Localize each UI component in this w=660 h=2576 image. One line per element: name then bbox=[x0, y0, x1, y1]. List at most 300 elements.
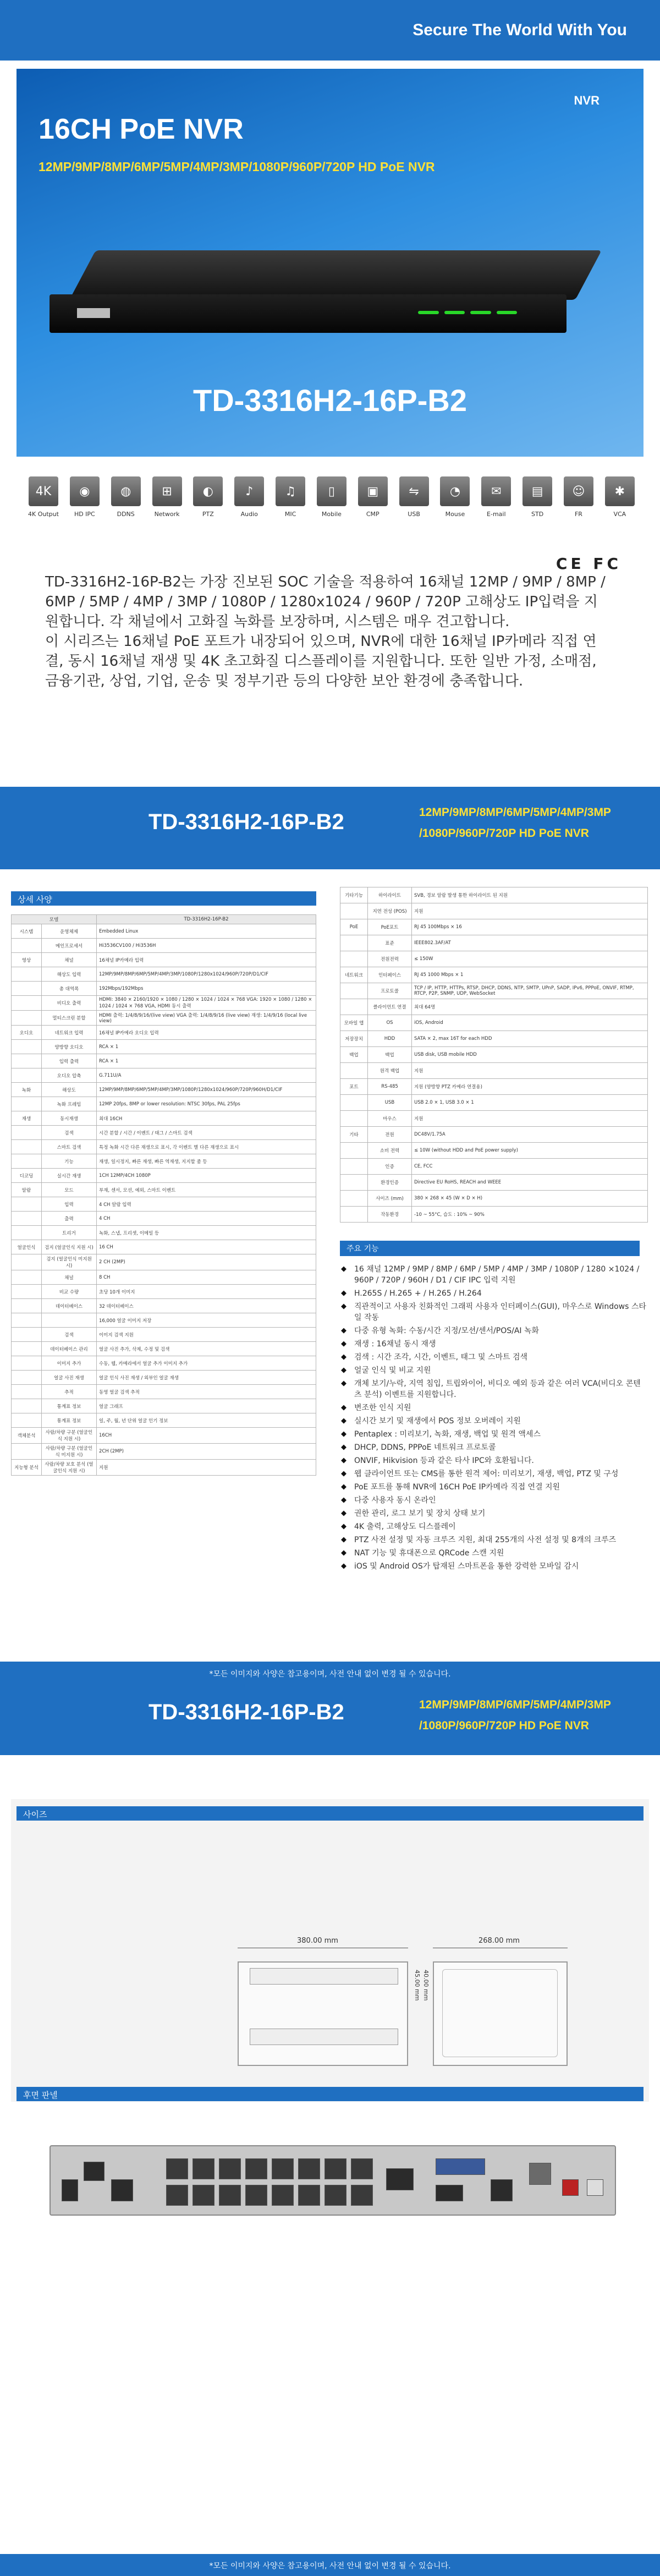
feature-icon-item bbox=[315, 476, 349, 518]
spec-row bbox=[12, 1342, 316, 1356]
spec-item: 해상도 bbox=[42, 1083, 97, 1097]
spec-item: 트리거 bbox=[42, 1226, 97, 1240]
spec-row bbox=[12, 1428, 316, 1444]
spec-category bbox=[340, 903, 368, 919]
banner-model: TD-3316H2-16P-B2 bbox=[148, 810, 344, 834]
spec-row bbox=[12, 1254, 316, 1270]
status-leds bbox=[418, 311, 517, 314]
spec-item: 동시재생 bbox=[42, 1111, 97, 1126]
rear-port bbox=[111, 2179, 133, 2201]
feature-item: ◆ 직관적이고 사용자 친화적인 그래픽 사용자 인터페이스(GUI), 마우스로 Windows 스타일 작동 bbox=[340, 1301, 648, 1323]
spec-category bbox=[340, 983, 368, 999]
spec-category bbox=[340, 1063, 368, 1079]
spec-category: 백업 bbox=[340, 1047, 368, 1063]
banner-res-line: 12MP/9MP/8MP/6MP/5MP/4MP/3MP bbox=[419, 806, 611, 819]
feature-icon-item bbox=[191, 476, 225, 518]
spec-value: ≤ 10W (without HDD and PoE power supply) bbox=[412, 1143, 648, 1159]
spec-category bbox=[340, 1111, 368, 1127]
rear-port bbox=[298, 2158, 320, 2179]
spec-row bbox=[340, 1207, 648, 1223]
spec-item: 백업 bbox=[368, 1047, 412, 1063]
feature-icon-item bbox=[562, 476, 596, 518]
spec-value: ≤ 150W bbox=[412, 951, 648, 967]
feature-item: ◆ 실시간 보기 및 재생에서 POS 정보 오버레이 지원 bbox=[340, 1416, 648, 1427]
spec-item: HDD bbox=[368, 1031, 412, 1047]
spec-item: 전원전력 bbox=[368, 951, 412, 967]
spec-row bbox=[12, 1183, 316, 1197]
spec-category bbox=[12, 1444, 42, 1460]
feature-item: ◆ 웹 클라이언트 또는 CMS를 통한 원격 제어: 미리보기, 재생, 백업, PTZ 및 구성 bbox=[340, 1468, 648, 1479]
spec-item: 소비 전력 bbox=[368, 1143, 412, 1159]
spec-value: 16채널 IP카메라 오디오 입력 bbox=[97, 1026, 316, 1040]
spec-item: 환경인증 bbox=[368, 1175, 412, 1191]
spec-row bbox=[12, 1356, 316, 1371]
spec-category bbox=[12, 1270, 42, 1285]
spec-category bbox=[12, 982, 42, 996]
spec-value: SVB, 경보 알람 발생 통한 하이라이트 된 지원 bbox=[412, 887, 648, 903]
spec-category: 알람 bbox=[12, 1183, 42, 1197]
spec-item: 클라이언트 연결 bbox=[368, 999, 412, 1015]
spec-item: 녹화 프레임 bbox=[42, 1097, 97, 1111]
spec-item: 원격 백업 bbox=[368, 1063, 412, 1079]
spec-row bbox=[340, 1159, 648, 1175]
spec-row bbox=[340, 1111, 648, 1127]
intro-paragraph: TD-3316H2-16P-B2는 가장 진보된 SOC 기술을 적용하여 16채널 12MP / 9MP / 8MP / 6MP / 5MP / 4MP / 3MP / 1080P / 1280x1024 / 960P / 720P 고해상도 IP입력을 지원합니다. 각 채널에서 고화질 녹화를 보장하며, 시스템은 매우 견고합니다. bbox=[45, 574, 606, 630]
spec-value: G.711U/A bbox=[97, 1068, 316, 1083]
spec-category: 영상 bbox=[12, 953, 42, 967]
camera-icon: ◉ bbox=[70, 476, 100, 506]
spec-item: 채널 bbox=[42, 953, 97, 967]
spec-category bbox=[12, 1385, 42, 1399]
spec-category bbox=[12, 1299, 42, 1313]
spec-item: 검지 (얼굴인식 미지원 시) bbox=[42, 1254, 97, 1270]
spec-value: 12MP/9MP/8MP/6MP/5MP/4MP/3MP/1080P/1280x1024/960P/720P/960H/D1/CIF bbox=[97, 1083, 316, 1097]
feature-icon-label: HD IPC bbox=[74, 511, 95, 518]
spec-row bbox=[340, 935, 648, 951]
bottom-banner bbox=[0, 2554, 660, 2576]
spec-category: 녹화 bbox=[12, 1083, 42, 1097]
vca-icon: ✱ bbox=[605, 476, 635, 506]
spec-row bbox=[340, 1015, 648, 1031]
spec-category bbox=[12, 1140, 42, 1154]
feature-list bbox=[340, 1264, 648, 1572]
spec-row bbox=[12, 939, 316, 953]
mobile-icon: ▯ bbox=[317, 476, 346, 506]
brand-logo bbox=[77, 308, 110, 318]
spec-row bbox=[12, 1154, 316, 1169]
banner-model: TD-3316H2-16P-B2 bbox=[148, 1700, 344, 1724]
spec-table-left bbox=[11, 914, 316, 1476]
spec-category bbox=[12, 1371, 42, 1385]
spec-row bbox=[340, 1063, 648, 1079]
feature-icon-row bbox=[26, 476, 637, 518]
spec-row bbox=[12, 1169, 316, 1183]
feature-icon-item bbox=[26, 476, 61, 518]
rear-port bbox=[245, 2158, 267, 2179]
spec-item: 인증 bbox=[368, 1159, 412, 1175]
spec-item: 데이터베이스 관리 bbox=[42, 1342, 97, 1356]
spec-value: 수동, 웹, 카메라에서 얼굴 추가 이미지 추가 bbox=[97, 1356, 316, 1371]
spec-category bbox=[340, 935, 368, 951]
rear-port bbox=[436, 2185, 463, 2201]
spec-value: RJ 45 1000 Mbps × 1 bbox=[412, 967, 648, 983]
std-icon: ▤ bbox=[522, 476, 552, 506]
spec-row bbox=[12, 1011, 316, 1026]
rear-port bbox=[272, 2158, 294, 2179]
spec-category bbox=[340, 951, 368, 967]
spec-value: 재생, 일시정지, 빠른 재생, 빠른 역재생, 지지할 줌 등 bbox=[97, 1154, 316, 1169]
spec-row bbox=[340, 1031, 648, 1047]
rear-port bbox=[491, 2179, 513, 2201]
spec-header-label: 모델 bbox=[12, 915, 97, 924]
spec-value: 지원 bbox=[412, 1111, 648, 1127]
spec-value: 녹화, 스냅, 프리셋, 이메일 등 bbox=[97, 1226, 316, 1240]
feature-icon-item bbox=[150, 476, 184, 518]
features-title: 주요 기능 bbox=[340, 1241, 640, 1256]
rear-title: 후면 판넬 bbox=[16, 2087, 644, 2101]
intro-paragraph: 이 시리즈는 16채널 PoE 포트가 내장되어 있으며, NVR에 대한 16채널 IP카메라 직접 연결, 동시 16채널 재생 및 4K 초고화질 디스플레이를 지원합니다. 또한 일반 가정, 소매점, 금융기관, 상업, 기업, 운송 및 정부기관 등의 다양한 보안 환경에 충족합니다. bbox=[45, 633, 597, 689]
feature-icon-label: E-mail bbox=[487, 511, 506, 518]
spec-value: TCP / IP, HTTP, HTTPs, RTSP, DHCP, DDNS, NTP, SMTP, UPnP, SADP, IPv6, PPPoE, ONVIF, RTMP, RTCP, P2P, SNMP, UDP, WebSocket bbox=[412, 983, 648, 999]
spec-category bbox=[12, 1226, 42, 1240]
feature-icon-item bbox=[520, 476, 554, 518]
feature-icon-item bbox=[109, 476, 143, 518]
spec-category bbox=[12, 1285, 42, 1299]
spec-row bbox=[12, 1385, 316, 1399]
spec-item: 전원 bbox=[368, 1127, 412, 1143]
spec-item: 데이터베이스 bbox=[42, 1299, 97, 1313]
spec-value: RJ 45 100Mbps × 16 bbox=[412, 919, 648, 935]
feature-icon-label: MIC bbox=[284, 511, 296, 518]
spec-table-right bbox=[340, 887, 648, 1223]
rear-port bbox=[219, 2158, 241, 2179]
spec-value: 일, 주, 월, 년 단위 얼굴 인기 정보 bbox=[97, 1413, 316, 1428]
spec-item: 사람/차량 구분 (얼굴인식 미지원 시) bbox=[42, 1444, 97, 1460]
spec-value: 2CH (2MP) bbox=[97, 1444, 316, 1460]
banner-resolutions bbox=[419, 802, 628, 844]
spec-value: 특정 녹화 시간 다른 재생으로 표시, 각 이벤트 별 다른 재생으로 표시 bbox=[97, 1140, 316, 1154]
spec-value: 4 CH bbox=[97, 1212, 316, 1226]
ptz-icon: ◐ bbox=[193, 476, 223, 506]
feature-item: ◆ H.265S / H.265 + / H.265 / H.264 bbox=[340, 1288, 648, 1299]
spec-item: 추적 bbox=[42, 1385, 97, 1399]
spec-item: 검지 (얼굴인식 지원 시) bbox=[42, 1240, 97, 1254]
spec-value: 얼굴 인식 사진 재생 / 외부인 얼굴 재생 bbox=[97, 1371, 316, 1385]
hero-title: 16CH PoE NVR bbox=[38, 113, 244, 145]
email-icon: ✉ bbox=[481, 476, 511, 506]
spec-row bbox=[12, 1026, 316, 1040]
spec-item: 이미지 추가 bbox=[42, 1356, 97, 1371]
spec-row bbox=[340, 919, 648, 935]
spec-category: 포트 bbox=[340, 1079, 368, 1095]
spec-row bbox=[12, 1240, 316, 1254]
spec-category bbox=[12, 1254, 42, 1270]
feature-item: ◆ 4K 출력, 고해상도 디스플레이 bbox=[340, 1521, 648, 1532]
spec-row bbox=[12, 1444, 316, 1460]
feature-icon-item bbox=[273, 476, 307, 518]
spec-value: 지원 bbox=[412, 903, 648, 919]
spec-title: 상세 사양 bbox=[11, 891, 316, 906]
nvr-front-drawing bbox=[238, 1961, 408, 2066]
spec-row bbox=[340, 983, 648, 999]
spec-value: 지원 (양방향 PTZ 카메라 연결용) bbox=[412, 1079, 648, 1095]
spec-category bbox=[12, 1399, 42, 1413]
rear-port bbox=[351, 2185, 373, 2206]
spec-value: Embedded Linux bbox=[97, 924, 316, 939]
spec-row bbox=[340, 903, 648, 919]
spec-category bbox=[12, 1154, 42, 1169]
spec-row bbox=[340, 999, 648, 1015]
spec-value: 동영 얼굴 검색 추적 bbox=[97, 1385, 316, 1399]
feature-icon-label: Network bbox=[154, 511, 180, 518]
spec-value: DC48V/1.75A bbox=[412, 1127, 648, 1143]
spec-row bbox=[12, 1111, 316, 1126]
feature-icon-label: Mobile bbox=[321, 511, 342, 518]
spec-item: 검색 bbox=[42, 1126, 97, 1140]
spec-item: RS-485 bbox=[368, 1079, 412, 1095]
spec-category bbox=[340, 1095, 368, 1111]
spec-row bbox=[12, 1285, 316, 1299]
spec-value: 4 CH 알람 입력 bbox=[97, 1197, 316, 1212]
feature-item: ◆ PTZ 사전 설정 및 자동 크루즈 지원, 최대 255개의 사전 설정 및 8개의 크루즈 bbox=[340, 1534, 648, 1545]
mouse-icon: ◔ bbox=[440, 476, 470, 506]
spec-item: 기능 bbox=[42, 1154, 97, 1169]
spec-value: 16,000 얼굴 이미지 저장 bbox=[97, 1313, 316, 1328]
spec-value: 초당 10개 이미지 bbox=[97, 1285, 316, 1299]
rear-port bbox=[386, 2168, 414, 2190]
feature-icon-item bbox=[232, 476, 266, 518]
spec-item: 마우스 bbox=[368, 1111, 412, 1127]
spec-row bbox=[12, 1212, 316, 1226]
4k-icon: 4K bbox=[29, 476, 58, 506]
network-icon: ⊞ bbox=[152, 476, 182, 506]
hero-banner bbox=[16, 69, 644, 457]
spec-item: 출력 bbox=[42, 1212, 97, 1226]
spec-value: 380 × 268 × 45 (W × D × H) bbox=[412, 1191, 648, 1207]
spec-value: 8 CH bbox=[97, 1270, 316, 1285]
spec-item: 모드 bbox=[42, 1183, 97, 1197]
model-banner bbox=[0, 787, 660, 869]
rear-port bbox=[324, 2185, 346, 2206]
feature-item: ◆ DHCP, DDNS, PPPoE 네트워크 프로토콜 bbox=[340, 1442, 648, 1453]
spec-row bbox=[12, 1460, 316, 1476]
spec-value: 12MP 20fps, 8MP or lower resolution: NTSC 30fps, PAL 25fps bbox=[97, 1097, 316, 1111]
spec-value: Hi3536CV100 / Hi3536H bbox=[97, 939, 316, 953]
spec-value: SATA × 2, max 16T for each HDD bbox=[412, 1031, 648, 1047]
feature-icon-label: STD bbox=[531, 511, 544, 518]
spec-category: 저장장치 bbox=[340, 1031, 368, 1047]
spec-value: 2 CH (2MP) bbox=[97, 1254, 316, 1270]
rear-port bbox=[62, 2179, 78, 2201]
spec-category: 기타 bbox=[340, 1127, 368, 1143]
spec-category: 오디오 bbox=[12, 1026, 42, 1040]
spec-item: 메인프로세서 bbox=[42, 939, 97, 953]
certification-marks: CE FC bbox=[556, 555, 622, 573]
audio-icon: ♪ bbox=[234, 476, 264, 506]
spec-category bbox=[12, 1068, 42, 1083]
spec-row bbox=[12, 996, 316, 1011]
hero-tag: NVR bbox=[574, 94, 600, 107]
spec-category: 시스템 bbox=[12, 924, 42, 939]
spec-category bbox=[12, 939, 42, 953]
feature-icon-label: PTZ bbox=[202, 511, 214, 518]
spec-value: USB 2.0 × 1, USB 3.0 × 1 bbox=[412, 1095, 648, 1111]
feature-icon-label: CMP bbox=[366, 511, 380, 518]
spec-value: 부재, 센서, 모션, 예외, 스마트 이벤트 bbox=[97, 1183, 316, 1197]
spec-value: 192Mbps/192Mbps bbox=[97, 982, 316, 996]
spec-category bbox=[12, 1313, 42, 1328]
spec-item: 양방향 오디오 bbox=[42, 1040, 97, 1054]
spec-row bbox=[340, 1047, 648, 1063]
spec-value: iOS, Android bbox=[412, 1015, 648, 1031]
feature-item: ◆ 개체 보기/누락, 지역 침입, 트립와이어, 비디오 예외 등과 같은 여러 VCA(비디오 콘텐츠 분석) 이벤트를 지원합니다. bbox=[340, 1378, 648, 1400]
feature-item: ◆ 검색 : 시간 조각, 시간, 이벤트, 태그 및 스마트 검색 bbox=[340, 1352, 648, 1363]
spec-row bbox=[12, 924, 316, 939]
spec-item: 작동환경 bbox=[368, 1207, 412, 1223]
spec-category bbox=[12, 1126, 42, 1140]
spec-row bbox=[340, 1175, 648, 1191]
feature-item: ◆ PoE 포트를 통해 NVR에 16CH PoE IP카메라 직접 연결 지원 bbox=[340, 1482, 648, 1493]
globe-icon: ◍ bbox=[111, 476, 141, 506]
spec-row bbox=[340, 951, 648, 967]
spec-category bbox=[340, 1159, 368, 1175]
rear-port bbox=[562, 2179, 579, 2196]
feature-item: ◆ 변조한 인식 지원 bbox=[340, 1402, 648, 1413]
feature-icon-item bbox=[438, 476, 472, 518]
spec-category bbox=[12, 1040, 42, 1054]
spec-category: 네트워크 bbox=[340, 967, 368, 983]
size-title: 사이즈 bbox=[16, 1806, 644, 1821]
product-intro bbox=[45, 572, 606, 691]
spec-category bbox=[340, 1175, 368, 1191]
spec-item: 네트워크 입력 bbox=[42, 1026, 97, 1040]
spec-category: 객체분석 bbox=[12, 1428, 42, 1444]
feature-item: ◆ 16 채널 12MP / 9MP / 8MP / 6MP / 5MP / 4MP / 3MP / 1080P / 1280 ×1024 / 960P / 720P / 960H / D1 / CIF IPC 입력 지원 bbox=[340, 1264, 648, 1286]
spec-row bbox=[12, 967, 316, 982]
spec-value: 최대 64명 bbox=[412, 999, 648, 1015]
top-banner bbox=[0, 0, 660, 61]
spec-value: 이미지 검색 지원 bbox=[97, 1328, 316, 1342]
spec-item: 인터페이스 bbox=[368, 967, 412, 983]
feature-icon-label: DDNS bbox=[117, 511, 135, 518]
feature-item: ◆ ONVIF, Hikvision 등과 같은 타사 IPC와 호환됩니다. bbox=[340, 1455, 648, 1466]
rear-port bbox=[219, 2185, 241, 2206]
rear-port bbox=[166, 2158, 188, 2179]
spec-category bbox=[340, 1207, 368, 1223]
spec-row bbox=[12, 982, 316, 996]
spec-category bbox=[340, 1143, 368, 1159]
spec-row bbox=[12, 1140, 316, 1154]
fr-icon: ☺ bbox=[564, 476, 593, 506]
spec-category bbox=[12, 1212, 42, 1226]
spec-value: HDMI 출력: 1/4/8/9/16/(live view) VGA 출력: 1/4/8/9/16 (live view) 재생: 1/4/9/16 (local live view) bbox=[97, 1011, 316, 1026]
spec-item: 사람/차량 구분 (얼굴인식 지원 시) bbox=[42, 1428, 97, 1444]
slogan: Secure The World With You bbox=[413, 21, 627, 39]
spec-row bbox=[12, 1399, 316, 1413]
spec-item: 통계표 정보 bbox=[42, 1399, 97, 1413]
spec-item: OS bbox=[368, 1015, 412, 1031]
feature-icon-label: FR bbox=[574, 511, 582, 518]
spec-category bbox=[12, 1342, 42, 1356]
spec-item: 비디오 출력 bbox=[42, 996, 97, 1011]
spec-row bbox=[12, 1313, 316, 1328]
spec-item: 스마트 검색 bbox=[42, 1140, 97, 1154]
nvr-product-image bbox=[69, 250, 602, 300]
feature-item: ◆ 다중 사용자 동시 온라인 bbox=[340, 1495, 648, 1506]
rear-port bbox=[193, 2185, 215, 2206]
spec-category bbox=[12, 1356, 42, 1371]
height-label: 45.00 mm bbox=[414, 1970, 421, 2001]
rear-port bbox=[436, 2158, 485, 2175]
spec-category bbox=[12, 1097, 42, 1111]
spec-value: RCA × 1 bbox=[97, 1054, 316, 1068]
feature-icon-label: 4K Output bbox=[28, 511, 59, 518]
spec-row bbox=[340, 1095, 648, 1111]
spec-item: 오디오 압축 bbox=[42, 1068, 97, 1083]
footer-banner bbox=[0, 1662, 660, 1755]
spec-value: RCA × 1 bbox=[97, 1040, 316, 1054]
spec-value: CE, FCC bbox=[412, 1159, 648, 1175]
depth-label: 268.00 mm bbox=[479, 1937, 520, 1945]
nvr-front-panel bbox=[50, 294, 566, 333]
spec-value: 얼굴 사진 추가, 삭제, 수정 및 검색 bbox=[97, 1342, 316, 1356]
spec-row bbox=[12, 1197, 316, 1212]
feature-icon-item bbox=[68, 476, 102, 518]
feature-item: ◆ 다중 유형 녹화: 수동/시간 지정/모션/센서/POS/AI 녹화 bbox=[340, 1325, 648, 1336]
spec-item: 총 대역폭 bbox=[42, 982, 97, 996]
spec-item: 운영체제 bbox=[42, 924, 97, 939]
spec-value: 얼굴 그래프 bbox=[97, 1399, 316, 1413]
spec-row bbox=[12, 1371, 316, 1385]
spec-value: 지원 bbox=[97, 1460, 316, 1476]
spec-item: 통계표 정보 bbox=[42, 1413, 97, 1428]
spec-value: 1CH 12MP/4CH 1080P bbox=[97, 1169, 316, 1183]
rear-panel-image bbox=[50, 2145, 616, 2216]
banner-res-line: /1080P/960P/720P HD PoE NVR bbox=[419, 827, 589, 840]
spec-row bbox=[12, 1054, 316, 1068]
spec-category bbox=[340, 1191, 368, 1207]
spec-item: 하이라이트 bbox=[368, 887, 412, 903]
spec-value: 16 CH bbox=[97, 1240, 316, 1254]
spec-value: USB disk, USB mobile HDD bbox=[412, 1047, 648, 1063]
feature-icon-item bbox=[479, 476, 513, 518]
spec-item: 얼굴 사진 재생 bbox=[42, 1371, 97, 1385]
spec-row bbox=[12, 1270, 316, 1285]
banner-resolutions bbox=[419, 1695, 628, 1736]
spec-category bbox=[12, 1413, 42, 1428]
spec-item: 사이즈 (mm) bbox=[368, 1191, 412, 1207]
spec-value: 지원 bbox=[412, 1063, 648, 1079]
rear-port bbox=[193, 2158, 215, 2179]
height-label: 40.00 mm bbox=[422, 1970, 430, 2001]
spec-value: Directive EU RoHS, REACH and WEEE bbox=[412, 1175, 648, 1191]
spec-category bbox=[12, 996, 42, 1011]
spec-row bbox=[340, 887, 648, 903]
feature-icon-label: VCA bbox=[613, 511, 626, 518]
spec-value: 12MP/9MP/8MP/6MP/5MP/4MP/3MP/1080P/1280x1024/960P/720P/D1/CIF bbox=[97, 967, 316, 982]
spec-item: 멀티스크린 분할 bbox=[42, 1011, 97, 1026]
mic-icon: ♫ bbox=[276, 476, 305, 506]
spec-category: 디코딩 bbox=[12, 1169, 42, 1183]
notice-text: *모든 이미지와 사양은 참고용이며, 사전 안내 없이 변경 될 수 있습니다. bbox=[209, 2562, 451, 2570]
rear-port bbox=[272, 2185, 294, 2206]
spec-row bbox=[12, 1126, 316, 1140]
rear-port bbox=[587, 2179, 603, 2196]
spec-row bbox=[340, 1079, 648, 1095]
spec-item: 해상도 입력 bbox=[42, 967, 97, 982]
spec-item: 검색 bbox=[42, 1328, 97, 1342]
spec-item: PoE포트 bbox=[368, 919, 412, 935]
